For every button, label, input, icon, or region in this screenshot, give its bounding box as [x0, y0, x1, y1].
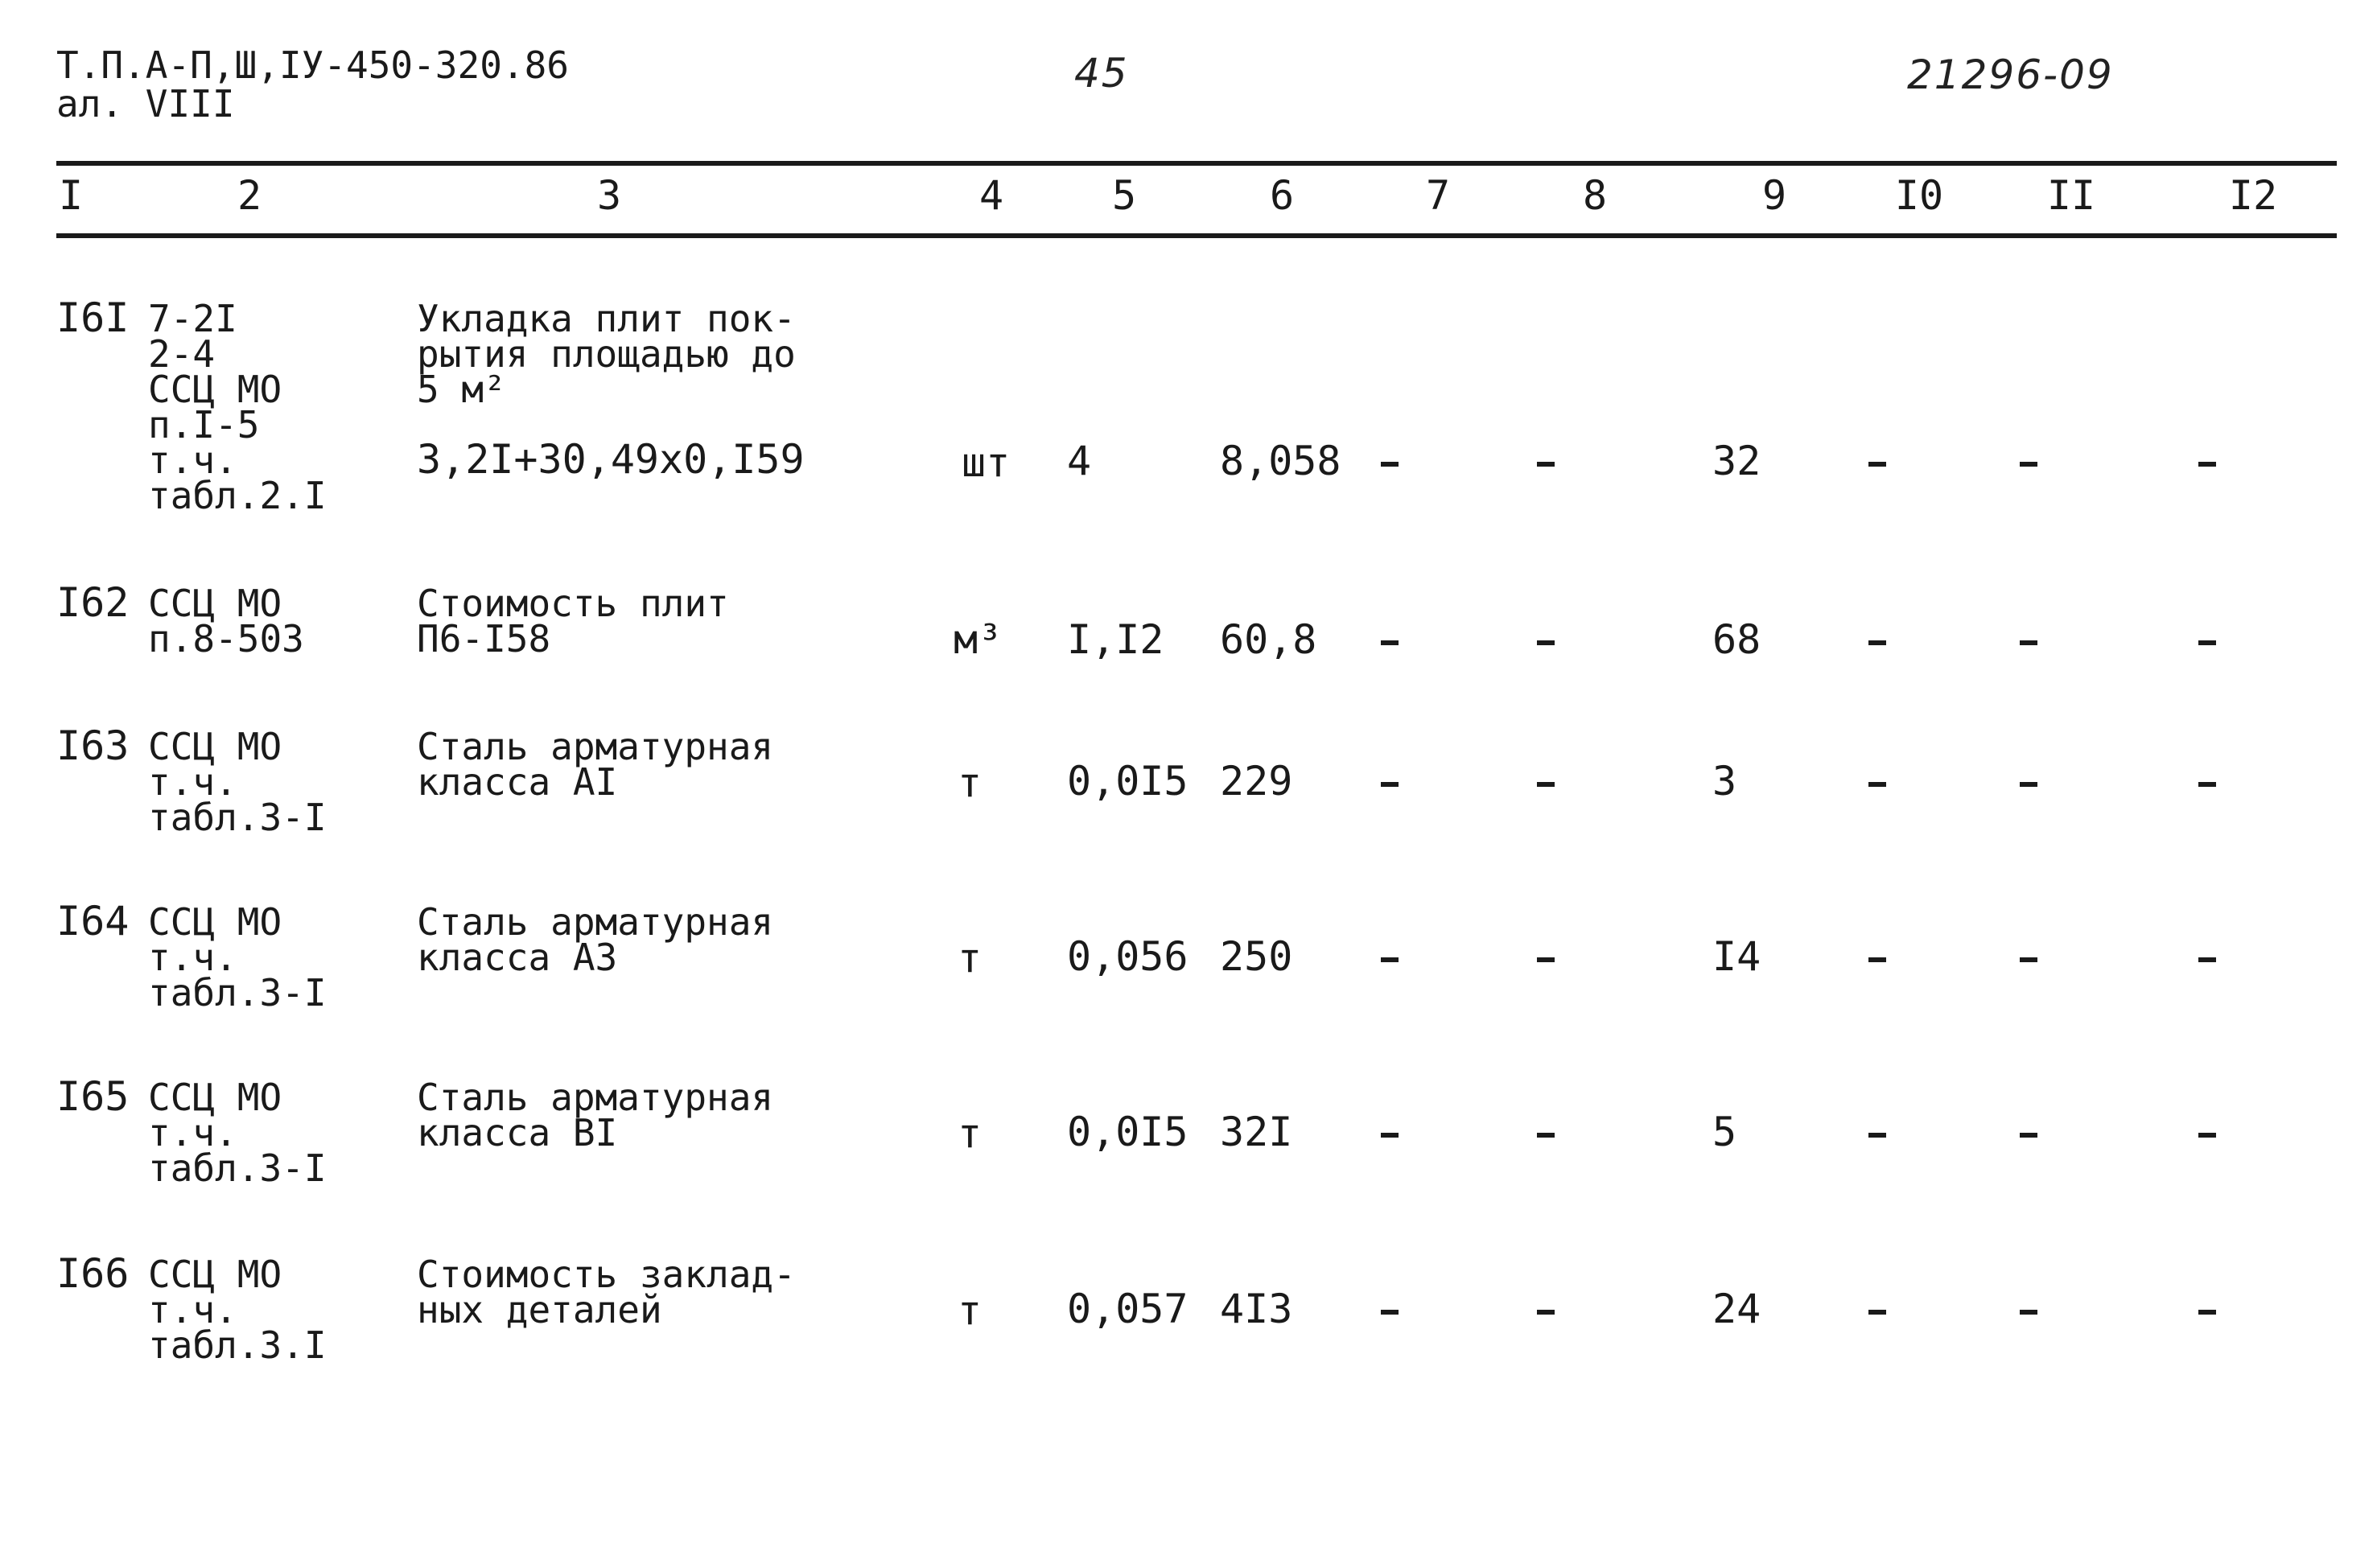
- reference-line: ССЦ МО: [148, 725, 282, 768]
- unit-price-cell: 250: [1220, 933, 1293, 980]
- empty-cell-dash: [1868, 957, 1886, 962]
- reference-line: т.ч.: [148, 936, 237, 979]
- unit-cell: т: [958, 1110, 983, 1157]
- empty-cell-dash: [1537, 957, 1555, 962]
- empty-cell-dash: [1868, 462, 1886, 467]
- empty-cell-dash: [1537, 640, 1555, 645]
- reference-line: п.8-503: [148, 617, 304, 661]
- empty-cell-dash: [1537, 1133, 1555, 1138]
- column-header: II: [2046, 172, 2096, 219]
- description-line: рытия площадью до: [417, 332, 796, 376]
- description-line: класса АI: [417, 760, 618, 804]
- description-cell: [417, 1076, 774, 1154]
- empty-cell-dash: [1537, 782, 1555, 787]
- row-number: I65: [56, 1073, 130, 1120]
- reference-line: т.ч.: [148, 1111, 237, 1154]
- description-line: Укладка плит пок-: [417, 297, 796, 340]
- description-line: Стоимость плит: [417, 582, 729, 625]
- empty-cell-dash: [1537, 462, 1555, 467]
- reference-line: т.ч.: [148, 438, 237, 482]
- reference-line: табл.3.I: [148, 1323, 327, 1367]
- row-number: I66: [56, 1250, 130, 1297]
- description-cell: [417, 900, 774, 979]
- unit-price-cell: 60,8: [1220, 616, 1317, 663]
- description-line: Стоимость заклад-: [417, 1253, 796, 1296]
- unit-price-cell: 4I3: [1220, 1286, 1293, 1332]
- quantity-cell: 0,0I5: [1067, 1109, 1188, 1155]
- description-line: Сталь арматурная: [417, 900, 774, 944]
- column-header: 3: [596, 172, 622, 219]
- table-header-rule: [56, 233, 2337, 238]
- reference-line: т.ч.: [148, 1288, 237, 1331]
- formula-cell: 3,2I+30,49х0,I59: [417, 436, 805, 483]
- column-header: 7: [1425, 172, 1451, 219]
- reference-line: табл.3-I: [148, 1146, 327, 1190]
- description-line: Сталь арматурная: [417, 725, 774, 768]
- empty-cell-dash: [1381, 640, 1399, 645]
- reference-line: т.ч.: [148, 760, 237, 804]
- unit-price-cell: 8,058: [1220, 438, 1341, 484]
- page-number: 45: [1074, 50, 1129, 97]
- empty-cell-dash: [1381, 1133, 1399, 1138]
- row-number: I63: [56, 722, 130, 769]
- empty-cell-dash: [2198, 462, 2216, 467]
- empty-cell-dash: [2020, 1310, 2037, 1315]
- reference-line: ССЦ МО: [148, 900, 282, 944]
- unit-cell: т: [958, 935, 983, 982]
- description-cell: [417, 582, 729, 661]
- document-code: Т.П.А-П,Ш,IУ-450-320.86: [56, 43, 569, 87]
- empty-cell-dash: [2198, 782, 2216, 787]
- quantity-cell: 0,056: [1067, 933, 1188, 980]
- column-header: I2: [2228, 172, 2278, 219]
- total-cell: 3: [1712, 758, 1737, 805]
- description-line: Сталь арматурная: [417, 1076, 774, 1119]
- empty-cell-dash: [2020, 462, 2037, 467]
- column-header: 8: [1582, 172, 1608, 219]
- reference-cell: [148, 297, 327, 517]
- inventory-number: 21296-09: [1907, 51, 2114, 98]
- description-cell: [417, 725, 774, 804]
- empty-cell-dash: [1381, 782, 1399, 787]
- empty-cell-dash: [2020, 1133, 2037, 1138]
- empty-cell-dash: [2198, 640, 2216, 645]
- total-cell: 5: [1712, 1109, 1737, 1155]
- empty-cell-dash: [2020, 782, 2037, 787]
- reference-line: 7-2I: [148, 297, 237, 340]
- reference-line: табл.3-I: [148, 971, 327, 1014]
- reference-cell: [148, 582, 304, 661]
- reference-cell: [148, 900, 327, 1014]
- empty-cell-dash: [2020, 640, 2037, 645]
- column-header: 9: [1761, 172, 1787, 219]
- reference-line: ССЦ МО: [148, 1253, 282, 1296]
- column-header: 4: [978, 172, 1004, 219]
- unit-cell: т: [958, 1287, 983, 1334]
- column-header: I0: [1894, 172, 1944, 219]
- empty-cell-dash: [2198, 1133, 2216, 1138]
- reference-cell: [148, 725, 327, 839]
- reference-line: 2-4: [148, 332, 216, 376]
- unit-price-cell: 32I: [1220, 1109, 1293, 1155]
- empty-cell-dash: [1537, 1310, 1555, 1315]
- empty-cell-dash: [2020, 957, 2037, 962]
- reference-line: ССЦ МО: [148, 368, 282, 411]
- reference-cell: [148, 1076, 327, 1190]
- description-line: 5 м²: [417, 368, 506, 411]
- quantity-cell: 4: [1067, 438, 1092, 484]
- empty-cell-dash: [1868, 640, 1886, 645]
- description-line: класса А3: [417, 936, 618, 979]
- description-cell: [417, 297, 796, 411]
- total-cell: 24: [1712, 1286, 1761, 1332]
- empty-cell-dash: [1381, 1310, 1399, 1315]
- empty-cell-dash: [1381, 462, 1399, 467]
- reference-line: табл.2.I: [148, 474, 327, 517]
- row-number: I62: [56, 579, 130, 626]
- column-header: 2: [237, 172, 262, 219]
- quantity-cell: 0,0I5: [1067, 758, 1188, 805]
- reference-line: п.I-5: [148, 403, 260, 447]
- row-number: I64: [56, 898, 130, 945]
- total-cell: 32: [1712, 438, 1761, 484]
- empty-cell-dash: [1868, 1133, 1886, 1138]
- total-cell: 68: [1712, 616, 1761, 663]
- description-line: П6-I58: [417, 617, 551, 661]
- description-line: ных деталей: [417, 1288, 662, 1331]
- reference-line: табл.3-I: [148, 796, 327, 839]
- empty-cell-dash: [1868, 1310, 1886, 1315]
- column-header: 6: [1269, 172, 1295, 219]
- empty-cell-dash: [2198, 1310, 2216, 1315]
- empty-cell-dash: [1381, 957, 1399, 962]
- row-number: I6I: [56, 294, 130, 341]
- unit-cell: шт: [962, 439, 1011, 486]
- description-line: класса ВI: [417, 1111, 618, 1154]
- reference-cell: [148, 1253, 327, 1367]
- column-header: 5: [1111, 172, 1137, 219]
- total-cell: I4: [1712, 933, 1761, 980]
- empty-cell-dash: [2198, 957, 2216, 962]
- quantity-cell: 0,057: [1067, 1286, 1188, 1332]
- empty-cell-dash: [1868, 782, 1886, 787]
- reference-line: ССЦ МО: [148, 582, 282, 625]
- unit-cell: м³: [954, 616, 1003, 663]
- unit-price-cell: 229: [1220, 758, 1293, 805]
- column-header: I: [58, 172, 84, 219]
- description-cell: [417, 1253, 796, 1331]
- reference-line: ССЦ МО: [148, 1076, 282, 1119]
- album-number: ал. VIII: [56, 82, 235, 126]
- unit-cell: т: [958, 759, 983, 806]
- table-top-rule: [56, 161, 2337, 166]
- quantity-cell: I,I2: [1067, 616, 1164, 663]
